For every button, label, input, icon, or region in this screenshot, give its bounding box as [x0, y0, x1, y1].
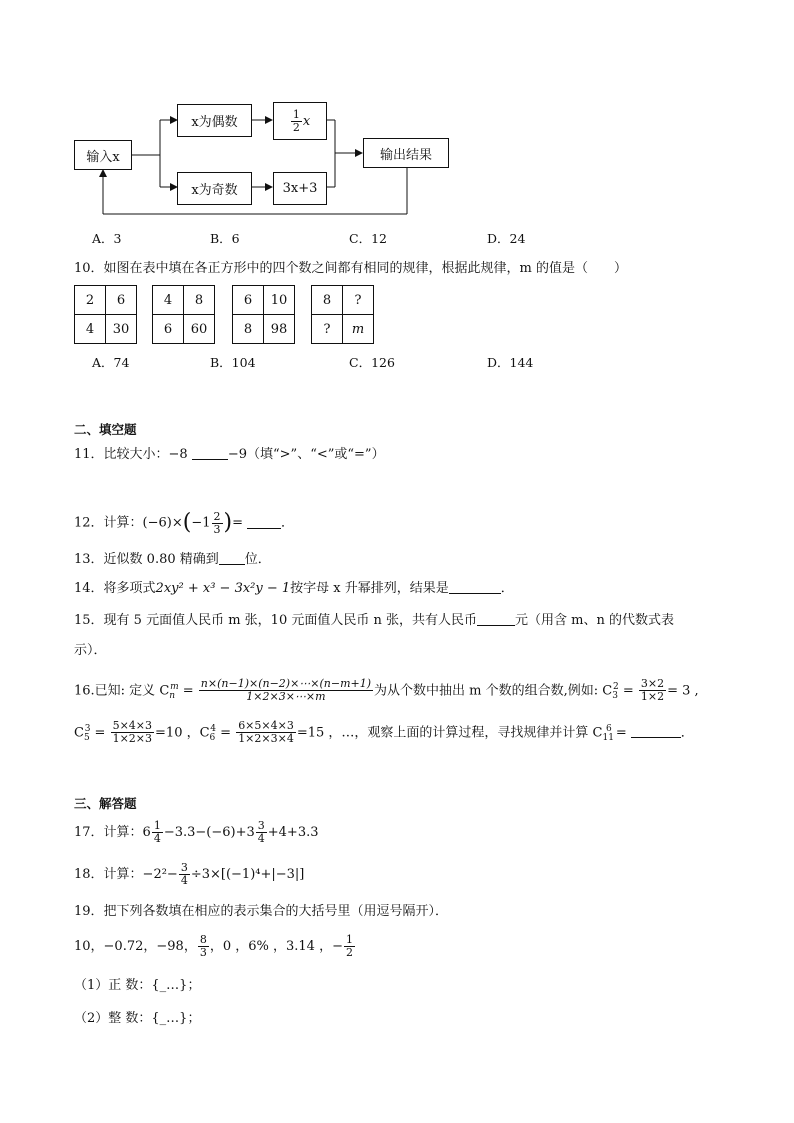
q15-suffix: 元（用含 m、n 的代数式表	[514, 613, 674, 628]
q18-num: 3	[180, 861, 188, 874]
q18-den: 4	[180, 874, 188, 887]
q14: 14．将多项式2xy² + x³ − 3x²y − 1按字母 x 升幂排列，结果是 ．	[74, 581, 514, 596]
q16-ex1-den: 1×2	[640, 690, 665, 704]
q14-answer-blank[interactable]	[449, 581, 501, 594]
q12-den: 3	[213, 522, 221, 536]
q17-b-num: 3	[257, 819, 265, 832]
q11-prefix: 11．比较大小：−8	[74, 447, 188, 462]
q18-fraction	[179, 862, 190, 887]
q10-option-a[interactable]: A．74	[92, 355, 130, 370]
q17-a-den: 4	[153, 832, 161, 845]
q16-def-den: 1×2×3×⋯×m	[246, 690, 326, 704]
q16-ex2-den: 1×2×3	[112, 732, 153, 746]
grid-cell: 4	[75, 315, 106, 344]
q16-ex3-result: =15 ，…，观察上面的计算过程，寻找规律并计算 C	[296, 725, 603, 741]
q13-answer-blank[interactable]	[219, 552, 245, 565]
q17-a-whole: 6	[142, 825, 151, 840]
grid-cell: 4	[153, 286, 184, 315]
q13-suffix: 位．	[244, 552, 271, 567]
q16-definition-fraction	[199, 678, 373, 703]
flowchart-lines	[0, 0, 794, 230]
q12-expr: (−6)×	[142, 515, 183, 531]
q12-answer-blank[interactable]	[247, 516, 281, 529]
q16-def-num: n×(n−1)×(n−2)×⋯×(n−m+1)	[200, 677, 372, 691]
q13-prefix: 13．近似数 0.80 精确到	[74, 552, 219, 567]
q12-right-paren: )	[223, 510, 233, 535]
q9-option-d[interactable]: D．24	[487, 231, 526, 246]
q19-frac2-den: 2	[345, 946, 353, 959]
flow-half-fraction	[291, 109, 302, 134]
grid-cell: ?	[312, 315, 343, 344]
flow-half-num: 1	[292, 107, 300, 121]
flow-output-label: 输出结果	[379, 147, 432, 163]
grid-cell: 6	[233, 286, 264, 315]
q17-mid: −3.3−(−6)+3	[163, 825, 255, 840]
flow-odd-label: x为奇数	[191, 183, 238, 198]
q12: 12．计算：(−6)×(−1 $\frac{2}{3}$ )= ．	[74, 509, 295, 536]
q12-num: 2	[213, 509, 221, 523]
q11-answer-blank[interactable]	[192, 447, 228, 460]
q19-frac2-num: 1	[345, 933, 353, 946]
flow-triple-label: 3x+3	[282, 181, 318, 196]
q9-option-a[interactable]: A．3	[92, 231, 122, 246]
section-2-heading: 二、填空题	[74, 422, 137, 437]
q19-fraction-a	[198, 934, 209, 959]
grid-cell: 30	[106, 315, 137, 344]
q16-ex2-num: 5×4×3	[112, 719, 153, 733]
flow-input-label: 输入x	[86, 149, 120, 165]
q12-equals: =	[232, 515, 244, 531]
q17-prefix: 17．计算：	[74, 825, 143, 840]
q15-text: 15．现有 5 元面值人民币 m 张，10 元面值人民币 n 张，共有人民币	[74, 613, 477, 628]
q17	[74, 818, 319, 848]
q19-numbers-b: ，0 ，6% ，3.14 ，−	[209, 939, 343, 954]
q18-prefix: 18．计算：	[74, 867, 143, 882]
q16-ex3-den: 1×2×3×4	[238, 732, 294, 746]
q16-tail: =	[615, 725, 627, 741]
grid-cell: 8	[312, 286, 343, 315]
grid-cell: 8	[233, 315, 264, 344]
q19-sub-2: （2）整 数：{_…}；	[74, 1011, 201, 1026]
grid-cell: m	[343, 315, 374, 344]
q12-mixed-whole: −1	[191, 515, 211, 531]
flow-odd-box	[177, 172, 252, 205]
q11	[74, 446, 385, 464]
grid-cell: 2	[75, 286, 106, 315]
flow-half-den: 2	[292, 120, 300, 134]
q16-mid: 为从个数中抽出 m 个数的组合数,例如: C	[374, 683, 613, 699]
q17-tail: +4+3.3	[267, 825, 319, 840]
q17-fraction-a	[152, 820, 163, 845]
q12-left-paren: (	[182, 510, 192, 535]
grid-cell: 60	[184, 315, 215, 344]
q16-ex3-num: 6×5×4×3	[238, 719, 294, 733]
q15-line-1	[74, 612, 674, 630]
q10-stem: 10．如图在表中填在各正方形中的四个数之间都有相同的规律，根据此规律，m 的值是（ ）	[74, 261, 628, 276]
q16-line-1: 16.已知: 定义 $C_n^m$ = $\frac{n\times(n-1)\times(n-2)\times\cdots\times(n-m+1)}{1\times 2\times 3\times\cdots\times m}$ 为从个数中抽出 m 个数的组合数,例如: $C_3^2$ = $\frac{3\times 2}{1\times 2}$ = 3 ,	[74, 677, 699, 704]
q18-a: −2²−	[142, 867, 178, 882]
q16-example-2-fraction	[111, 720, 154, 745]
q11-suffix: −9（填“>”、“<”或“=”）	[227, 447, 385, 462]
flow-even-label: x为偶数	[191, 115, 238, 130]
q17-a-num: 1	[153, 819, 161, 832]
q10-option-b[interactable]: B．104	[210, 355, 256, 370]
q16-ex1-result: = 3 ,	[667, 683, 699, 699]
q16-example-1-fraction	[639, 678, 666, 703]
grid-cell: 6	[153, 315, 184, 344]
q9-option-c[interactable]: C．12	[349, 231, 387, 246]
q16-line-2: $C_5^3$ = $\frac{5\times 4\times 3}{1\times 2\times 3}$ =10 ，$C_6^4$ = $\frac{6\times 5\times 4\times 3}{1\times 2\times 3\times 4}$ =15 ，…，观察上面的计算过程，寻找规律并计算 $C_{11}^6$ = ．	[74, 719, 694, 746]
q10-option-d[interactable]: D．144	[487, 355, 534, 370]
grid-cell: 98	[264, 315, 295, 344]
q18	[74, 860, 304, 890]
section-3-heading: 三、解答题	[74, 796, 137, 811]
flow-even-box	[177, 104, 252, 137]
q14-polynomial: 2xy² + x³ − 3x²y − 1	[155, 581, 291, 596]
q19-frac-den: 3	[199, 946, 207, 959]
q14-prefix: 14．将多项式	[74, 581, 156, 596]
flow-half-var: x	[302, 113, 311, 129]
q14-suffix: 按字母 x 升幂排列，结果是	[290, 581, 449, 596]
grid-cell: ?	[343, 286, 374, 315]
q15-line-2: 示）．	[74, 643, 107, 658]
flow-half-box	[273, 102, 327, 140]
q9-option-b[interactable]: B．6	[210, 231, 240, 246]
grid-cell: 8	[184, 286, 215, 315]
q18-tail: ÷3×[(−1)⁴+|−3|]	[190, 867, 305, 882]
flow-output-box	[363, 138, 449, 168]
q19-fraction-b	[344, 934, 355, 959]
q17-b-den: 4	[257, 832, 265, 845]
q16-ex2-result: =10 ，C	[155, 725, 210, 741]
grid-cell: 6	[106, 286, 137, 315]
q19-numbers-a: 10，−0.72，−98，	[74, 939, 197, 954]
q16-ex1-num: 3×2	[640, 677, 665, 691]
flow-triple-box	[273, 172, 327, 205]
q19-stem: 19．把下列各数填在相应的表示集合的大括号里（用逗号隔开）．	[74, 904, 449, 919]
q12-fraction	[212, 511, 223, 536]
q15-answer-blank[interactable]	[477, 613, 515, 626]
q10-option-c[interactable]: C．126	[349, 355, 395, 370]
q19-sub-1: （1）正 数：{_…}；	[74, 978, 201, 993]
q16-answer-blank[interactable]	[631, 725, 681, 738]
q12-prefix: 12．计算：	[74, 515, 143, 531]
q19-numbers	[74, 930, 356, 964]
q17-fraction-b	[256, 820, 267, 845]
flow-input-box	[74, 140, 132, 170]
q16-prefix: 16.已知: 定义 C	[74, 683, 170, 699]
q16-example-3-fraction	[236, 720, 296, 745]
q13	[74, 551, 271, 569]
q19-frac-num: 8	[199, 933, 207, 946]
grid-cell: 10	[264, 286, 295, 315]
